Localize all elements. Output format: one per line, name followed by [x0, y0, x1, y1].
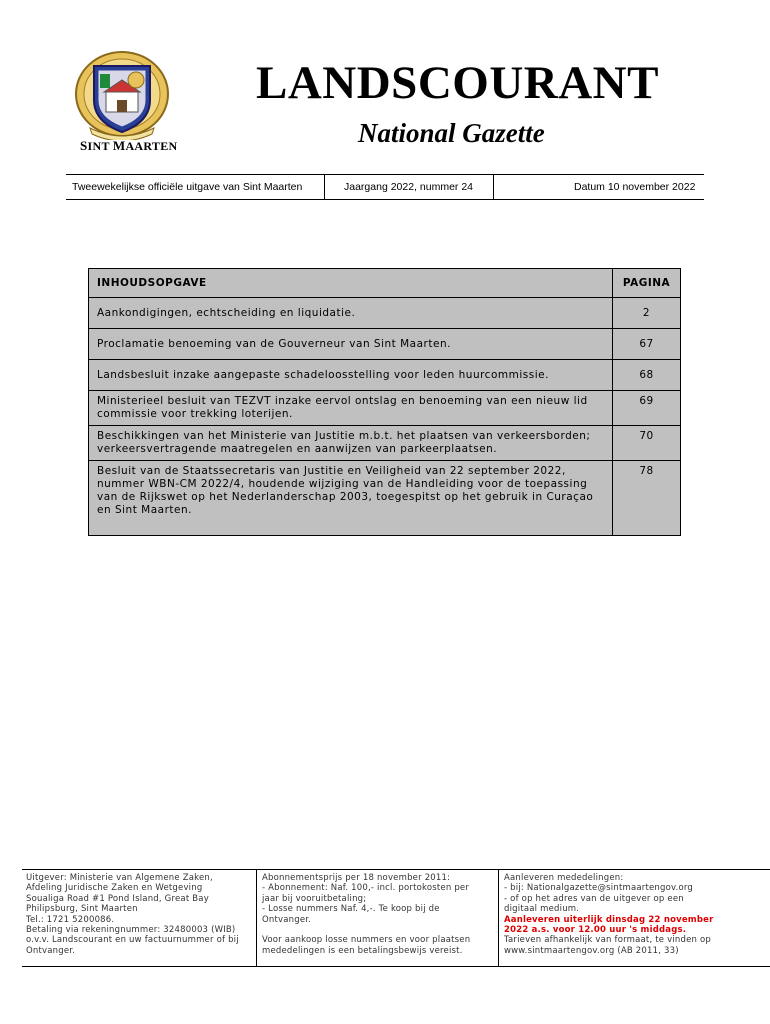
publication-description: Tweewekelijkse officiële uitgave van Sint Maarten: [72, 181, 303, 193]
toc-page-number: 78: [613, 461, 681, 536]
issue-info-bar: [66, 174, 704, 200]
footer-info: [22, 869, 770, 967]
toc-header-row: [89, 269, 681, 298]
table-row: [89, 461, 681, 536]
toc-page-number: 69: [613, 391, 681, 426]
toc-page-number: 70: [613, 426, 681, 461]
toc-entry: Ministerieel besluit van TEZVT inzake eervol ontslag en benoeming van een nieuw lid commissie voor trekking loterijen.: [89, 391, 613, 426]
table-of-contents: [88, 268, 681, 536]
subscription-info: Abonnementsprijs per 18 november 2011: - Abonnement: Naf. 100,- incl. portokosten per jaar bij vooruitbetaling; - Losse nummers Naf. 4,-. Te koop bij de Ontvanger. Voor aankoop losse nummers en voor plaatsen mededelingen is een betalingsbewijs vereist.: [262, 873, 471, 956]
toc-entry: Proclamatie benoeming van de Gouverneur van Sint Maarten.: [89, 329, 613, 360]
coat-of-arms-icon: [72, 48, 172, 140]
toc-page-number: 67: [613, 329, 681, 360]
volume-number: Jaargang 2022, nummer 24: [344, 181, 473, 193]
toc-heading: INHOUDSOPGAVE: [89, 269, 613, 298]
toc-entry: Beschikkingen van het Ministerie van Justitie m.b.t. het plaatsen van verkeersborden; verkeersvertragende maatregelen en aanwijzen van parkeerplaatsen.: [89, 426, 613, 461]
region-name: SINT MAARTEN: [80, 138, 178, 153]
divider: [256, 870, 257, 966]
toc-entry: Landsbesluit inzake aangepaste schadeloosstelling voor leden huurcommissie.: [89, 360, 613, 391]
toc-page-number: 68: [613, 360, 681, 391]
toc-entry: Besluit van de Staatssecretaris van Justitie en Veiligheid van 22 september 2022, nummer WBN-CM 2022/4, houdende wijziging van de Handleiding voor de toepassing van de Rijkswet op het Nederlanderschap 2003, toegespitst op het gebruik in Curaçao en Sint Maarten.: [89, 461, 613, 536]
publisher-info: Uitgever: Ministerie van Algemene Zaken, Afdeling Juridische Zaken en Wetgeving Soualiga Road #1 Pond Island, Great Bay Philipsburg, Sint Maarten Tel.: 1721 5200086. Betaling via rekeningnummer: 32480003 (WIB) o.v.v. Landscourant en uw factuurnummer of bij Ontvanger.: [26, 873, 239, 956]
table-row: [89, 426, 681, 461]
toc-page-number: 2: [613, 298, 681, 329]
divider: [493, 175, 494, 199]
submission-deadline: 2022 a.s. voor 12.00 uur 's middags.: [504, 925, 687, 936]
divider: [324, 175, 325, 199]
table-row: [89, 329, 681, 360]
table-row: [89, 360, 681, 391]
toc-entry: Aankondigingen, echtscheiding en liquidatie.: [89, 298, 613, 329]
toc-page-heading: PAGINA: [613, 269, 681, 298]
submission-deadline: Aanleveren uiterlijk dinsdag 22 november: [504, 914, 714, 925]
table-row: [89, 391, 681, 426]
submission-info: Aanleveren mededelingen: - bij: Nationalgazette@sintmaartengov.org - of op het adres van de uitgever op een digitaal medium. Aanleveren uiterlijk dinsdag 22 november 2022 a.s. voor 12.00 uur 's middags. Tarieven afhankelijk van formaat, te vinden op www.sintmaartengov.org (AB 2011, 33): [504, 873, 714, 956]
divider: [498, 870, 499, 966]
issue-date: Datum 10 november 2022: [574, 181, 696, 193]
table-row: [89, 298, 681, 329]
gazette-title: LANDSCOURANT: [256, 57, 659, 109]
gazette-subtitle: National Gazette: [358, 118, 545, 148]
